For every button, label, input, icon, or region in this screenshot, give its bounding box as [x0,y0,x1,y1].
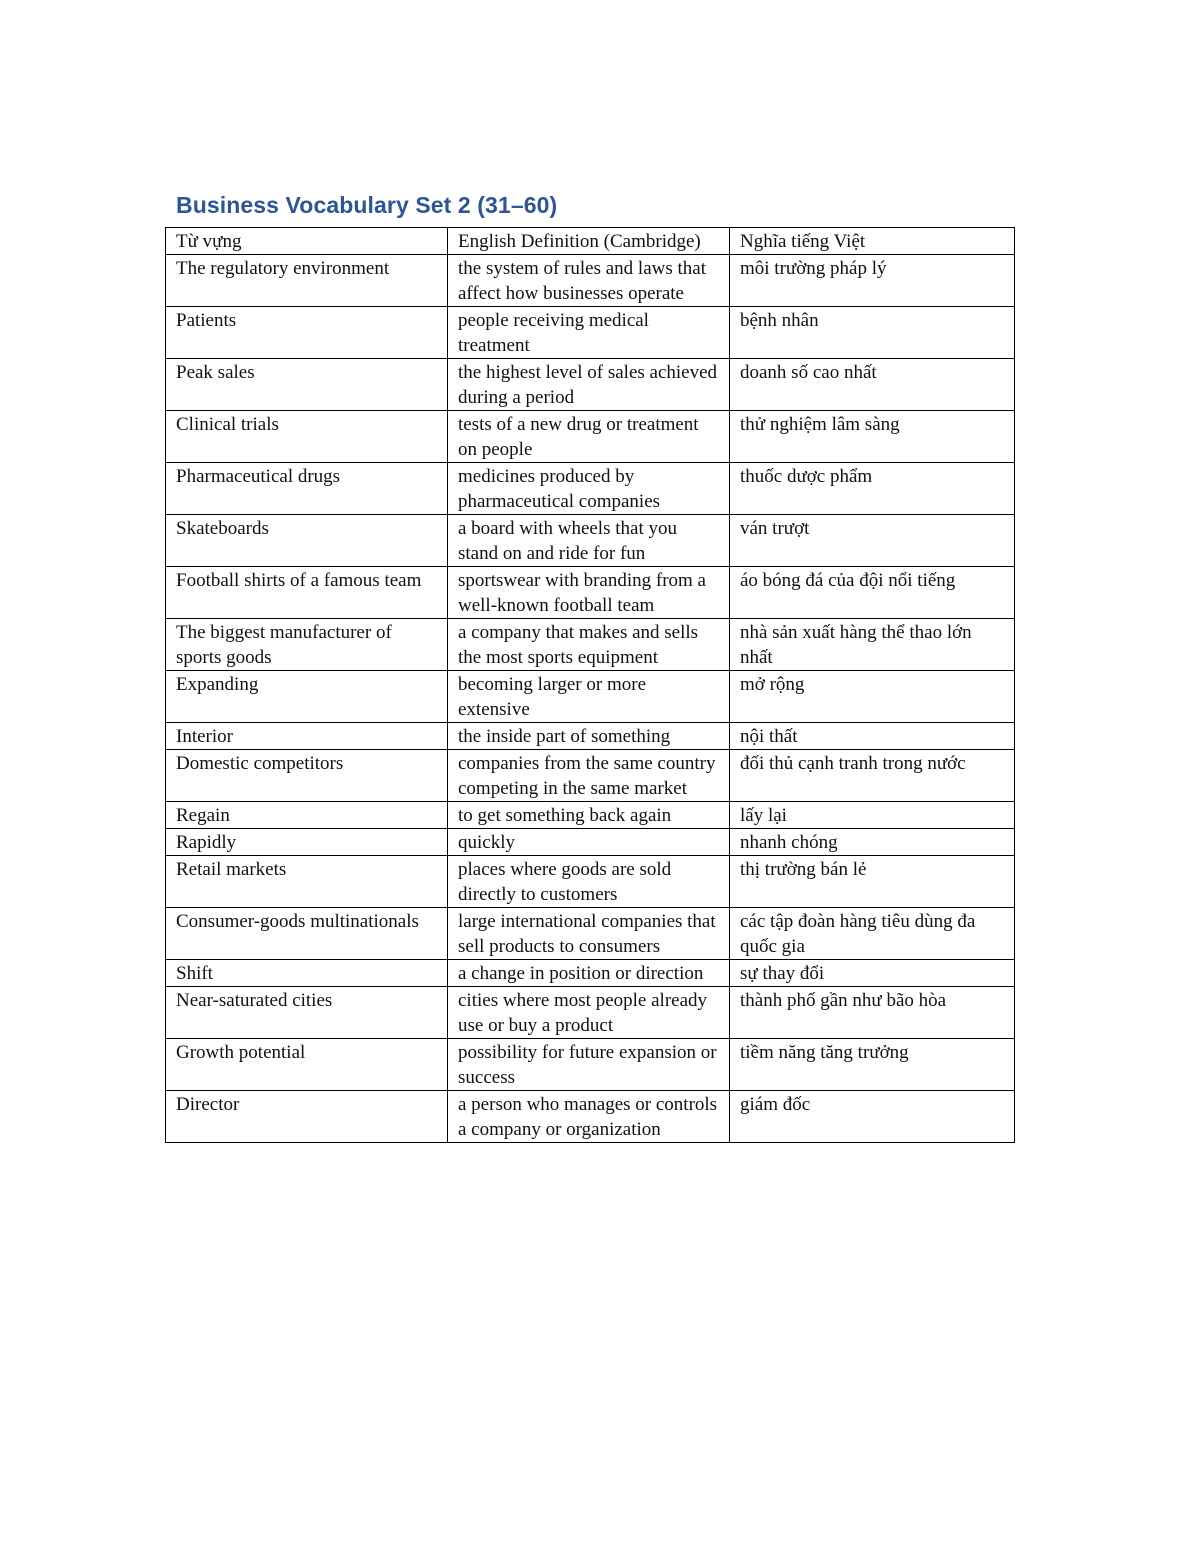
term-cell: The regulatory environment [166,255,448,307]
table-row [166,908,1015,960]
table-row [166,515,1015,567]
page-title: Business Vocabulary Set 2 (31–60) [176,192,558,218]
term-cell: Patients [166,307,448,359]
definition-cell: places where goods are sold directly to customers [448,856,730,908]
definition-cell: the highest level of sales achieved during a period [448,359,730,411]
definition-cell: sportswear with branding from a well-known football team [448,567,730,619]
term-cell: Peak sales [166,359,448,411]
definition-cell: becoming larger or more extensive [448,671,730,723]
table-row [166,802,1015,829]
term-cell: Clinical trials [166,411,448,463]
table-row [166,255,1015,307]
term-cell: Football shirts of a famous team [166,567,448,619]
term-cell: Consumer-goods multinationals [166,908,448,960]
definition-cell: tests of a new drug or treatment on people [448,411,730,463]
term-cell: Rapidly [166,829,448,856]
table-row [166,307,1015,359]
definition-cell: to get something back again [448,802,730,829]
definition-cell: large international companies that sell products to consumers [448,908,730,960]
table-row [166,856,1015,908]
definition-cell: medicines produced by pharmaceutical companies [448,463,730,515]
vietnamese-cell: môi trường pháp lý [730,255,1015,307]
vietnamese-cell: thành phố gần như bão hòa [730,987,1015,1039]
definition-cell: companies from the same country competing in the same market [448,750,730,802]
term-cell: Shift [166,960,448,987]
term-cell: Expanding [166,671,448,723]
table-row [166,671,1015,723]
table-row [166,463,1015,515]
header-definition: English Definition (Cambridge) [448,228,730,255]
table-row [166,1039,1015,1091]
table-row [166,987,1015,1039]
definition-cell: a person who manages or controls a company or organization [448,1091,730,1143]
table-row [166,619,1015,671]
table-row [166,829,1015,856]
definition-cell: quickly [448,829,730,856]
vietnamese-cell: nhanh chóng [730,829,1015,856]
vocabulary-table-body [166,228,1015,1143]
term-cell: Near-saturated cities [166,987,448,1039]
table-row [166,960,1015,987]
vietnamese-cell: doanh số cao nhất [730,359,1015,411]
vietnamese-cell: thuốc dược phẩm [730,463,1015,515]
vietnamese-cell: ván trượt [730,515,1015,567]
vietnamese-cell: thị trường bán lẻ [730,856,1015,908]
term-cell: Domestic competitors [166,750,448,802]
header-term: Từ vựng [166,228,448,255]
table-header-row [166,228,1015,255]
table-row [166,567,1015,619]
vietnamese-cell: các tập đoàn hàng tiêu dùng đa quốc gia [730,908,1015,960]
vietnamese-cell: sự thay đổi [730,960,1015,987]
definition-cell: the system of rules and laws that affect how businesses operate [448,255,730,307]
definition-cell: a company that makes and sells the most sports equipment [448,619,730,671]
term-cell: Interior [166,723,448,750]
term-cell: Pharmaceutical drugs [166,463,448,515]
term-cell: Regain [166,802,448,829]
definition-cell: a change in position or direction [448,960,730,987]
definition-cell: possibility for future expansion or success [448,1039,730,1091]
table-row [166,750,1015,802]
header-vietnamese: Nghĩa tiếng Việt [730,228,1015,255]
vietnamese-cell: áo bóng đá của đội nổi tiếng [730,567,1015,619]
vietnamese-cell: giám đốc [730,1091,1015,1143]
term-cell: The biggest manufacturer of sports goods [166,619,448,671]
table-row [166,723,1015,750]
term-cell: Director [166,1091,448,1143]
vocabulary-table [165,227,1015,1143]
vietnamese-cell: mở rộng [730,671,1015,723]
definition-cell: a board with wheels that you stand on and ride for fun [448,515,730,567]
vietnamese-cell: lấy lại [730,802,1015,829]
table-row [166,1091,1015,1143]
definition-cell: cities where most people already use or buy a product [448,987,730,1039]
vietnamese-cell: nội thất [730,723,1015,750]
definition-cell: the inside part of something [448,723,730,750]
table-row [166,359,1015,411]
vietnamese-cell: nhà sản xuất hàng thể thao lớn nhất [730,619,1015,671]
vietnamese-cell: đối thủ cạnh tranh trong nước [730,750,1015,802]
term-cell: Growth potential [166,1039,448,1091]
vietnamese-cell: bệnh nhân [730,307,1015,359]
table-row [166,411,1015,463]
vietnamese-cell: thử nghiệm lâm sàng [730,411,1015,463]
term-cell: Retail markets [166,856,448,908]
definition-cell: people receiving medical treatment [448,307,730,359]
term-cell: Skateboards [166,515,448,567]
vietnamese-cell: tiềm năng tăng trưởng [730,1039,1015,1091]
